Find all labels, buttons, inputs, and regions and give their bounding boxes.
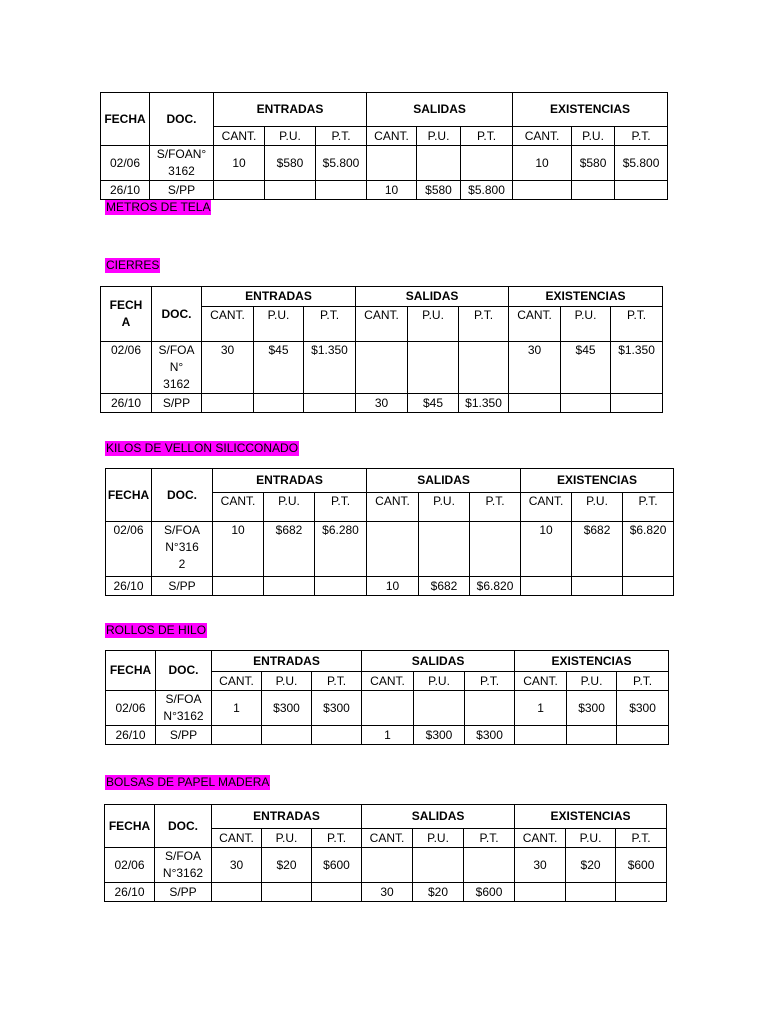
header-salidas: SALIDAS <box>362 651 515 672</box>
section-label: KILOS DE VELLON SILICCONADO <box>106 441 299 455</box>
header-cant: CANT. <box>513 127 572 146</box>
table-row <box>101 181 668 200</box>
header-pu: P.U. <box>264 493 315 522</box>
header-existencias: EXISTENCIAS <box>513 93 668 127</box>
cell-salidas-pt: $6.820 <box>470 577 521 596</box>
table-row <box>106 577 674 596</box>
cell-existencias-pt: $1.350 <box>611 342 663 394</box>
cell-existencias-pu <box>572 181 615 200</box>
cell-entradas-pu <box>264 577 315 596</box>
header-pt: P.T. <box>465 672 515 691</box>
header-pu: P.U. <box>262 829 312 848</box>
header-salidas: SALIDAS <box>362 805 515 829</box>
cell-entradas-cant: 1 <box>212 691 262 726</box>
header-pu: P.U. <box>413 829 464 848</box>
table-row <box>101 342 663 394</box>
cell-entradas-cant: 30 <box>212 848 262 883</box>
cell-existencias-pu: $300 <box>567 691 617 726</box>
header-pt: P.T. <box>464 829 515 848</box>
header-doc: DOC. <box>155 805 212 848</box>
header-entradas: ENTRADAS <box>213 469 367 493</box>
cell-existencias-pt <box>616 883 667 902</box>
header-pu: P.U. <box>419 493 470 522</box>
cell-salidas-pt: $300 <box>465 726 515 745</box>
cell-existencias-cant <box>515 726 567 745</box>
header-pu: P.U. <box>561 307 611 342</box>
inventory-table <box>104 804 667 902</box>
cell-salidas-cant <box>367 522 419 577</box>
header-cant: CANT. <box>515 829 566 848</box>
header-fecha: FECHA <box>106 651 156 691</box>
cell-entradas-pu: $300 <box>262 691 312 726</box>
cell-doc: S/FOA N°316 2 <box>152 522 213 577</box>
header-cant: CANT. <box>212 672 262 691</box>
cell-entradas-pt <box>316 181 367 200</box>
header-pu: P.U. <box>417 127 461 146</box>
cell-entradas-pu <box>254 394 304 413</box>
cell-doc: S/PP <box>150 181 214 200</box>
cell-existencias-pt <box>611 394 663 413</box>
cell-salidas-pt <box>461 146 513 181</box>
cell-entradas-cant <box>214 181 265 200</box>
header-doc: DOC. <box>150 93 214 146</box>
header-cant: CANT. <box>509 307 561 342</box>
header-entradas: ENTRADAS <box>202 287 356 307</box>
cell-existencias-pu: $45 <box>561 342 611 394</box>
cell-salidas-cant <box>356 342 408 394</box>
cell-fecha: 02/06 <box>106 691 156 726</box>
cell-salidas-pu <box>417 146 461 181</box>
cell-entradas-pt: $6.280 <box>315 522 367 577</box>
cell-existencias-cant: 10 <box>521 522 572 577</box>
cell-salidas-cant <box>367 146 417 181</box>
header-pt: P.T. <box>623 493 674 522</box>
cell-existencias-pu: $20 <box>566 848 616 883</box>
cell-fecha: 26/10 <box>101 181 150 200</box>
cell-fecha: 26/10 <box>101 394 152 413</box>
cell-salidas-cant: 10 <box>367 181 417 200</box>
cell-entradas-pt <box>304 394 356 413</box>
header-cant: CANT. <box>214 127 265 146</box>
cell-salidas-pu <box>408 342 459 394</box>
cell-salidas-pt <box>464 848 515 883</box>
cell-entradas-pt <box>312 726 362 745</box>
cell-fecha: 26/10 <box>106 726 156 745</box>
cell-fecha: 26/10 <box>105 883 155 902</box>
header-pt: P.T. <box>470 493 521 522</box>
table-row <box>106 691 669 726</box>
cell-doc: S/FOA N°3162 <box>156 691 212 726</box>
cell-existencias-pu: $580 <box>572 146 615 181</box>
header-pu: P.U. <box>567 672 617 691</box>
cell-doc: S/PP <box>156 726 212 745</box>
header-cant: CANT. <box>367 493 419 522</box>
cell-entradas-cant <box>212 726 262 745</box>
cell-entradas-pu: $580 <box>265 146 316 181</box>
header-entradas: ENTRADAS <box>212 651 362 672</box>
cell-entradas-pu: $682 <box>264 522 315 577</box>
section-label: CIERRES <box>106 258 160 272</box>
header-fecha: FECHA <box>105 805 155 848</box>
header-pt: P.T. <box>617 672 669 691</box>
header-cant: CANT. <box>212 829 262 848</box>
cell-entradas-cant <box>212 883 262 902</box>
header-pt: P.T. <box>611 307 663 342</box>
inventory-table <box>105 468 674 596</box>
header-fecha: FECHA <box>106 469 152 522</box>
header-pu: P.U. <box>254 307 304 342</box>
header-pt: P.T. <box>312 672 362 691</box>
section-label: METROS DE TELA <box>106 200 211 214</box>
cell-entradas-pt: $600 <box>312 848 362 883</box>
cell-salidas-cant <box>362 848 413 883</box>
cell-salidas-cant: 30 <box>356 394 408 413</box>
cell-fecha: 02/06 <box>105 848 155 883</box>
header-pt: P.T. <box>615 127 668 146</box>
cell-entradas-pu: $20 <box>262 848 312 883</box>
cell-fecha: 26/10 <box>106 577 152 596</box>
header-cant: CANT. <box>367 127 417 146</box>
cell-salidas-pt: $1.350 <box>459 394 509 413</box>
inventory-table <box>100 92 668 200</box>
cell-existencias-cant <box>513 181 572 200</box>
cell-entradas-pt <box>312 883 362 902</box>
cell-entradas-cant <box>213 577 264 596</box>
cell-existencias-pt: $600 <box>616 848 667 883</box>
inventory-table <box>105 650 669 745</box>
cell-existencias-pt: $6.820 <box>623 522 674 577</box>
cell-entradas-pu <box>262 883 312 902</box>
table-row <box>101 394 663 413</box>
cell-doc: S/PP <box>152 577 213 596</box>
inventory-table <box>100 286 663 413</box>
header-pu: P.U. <box>572 493 623 522</box>
header-cant: CANT. <box>202 307 254 342</box>
cell-existencias-cant <box>509 394 561 413</box>
header-existencias: EXISTENCIAS <box>521 469 674 493</box>
header-pt: P.T. <box>315 493 367 522</box>
cell-fecha: 02/06 <box>106 522 152 577</box>
cell-fecha: 02/06 <box>101 146 150 181</box>
header-entradas: ENTRADAS <box>214 93 367 127</box>
cell-salidas-pt: $5.800 <box>461 181 513 200</box>
cell-existencias-pt: $300 <box>617 691 669 726</box>
header-pt: P.T. <box>316 127 367 146</box>
cell-existencias-cant: 30 <box>509 342 561 394</box>
cell-salidas-pu: $300 <box>414 726 465 745</box>
cell-salidas-cant: 1 <box>362 726 414 745</box>
header-cant: CANT. <box>356 307 408 342</box>
cell-entradas-pt <box>315 577 367 596</box>
header-existencias: EXISTENCIAS <box>515 651 669 672</box>
table-row <box>105 848 667 883</box>
section-label: ROLLOS DE HILO <box>106 623 207 637</box>
cell-doc: S/PP <box>155 883 212 902</box>
cell-salidas-pu <box>414 691 465 726</box>
cell-doc: S/FOA N°3162 <box>155 848 212 883</box>
cell-doc: S/PP <box>152 394 202 413</box>
table-row <box>106 726 669 745</box>
header-pu: P.U. <box>572 127 615 146</box>
cell-entradas-pu <box>265 181 316 200</box>
header-pu: P.U. <box>414 672 465 691</box>
cell-entradas-pu: $45 <box>254 342 304 394</box>
cell-entradas-cant <box>202 394 254 413</box>
table-row <box>106 522 674 577</box>
header-cant: CANT. <box>362 672 414 691</box>
section-label: BOLSAS DE PAPEL MADERA <box>106 775 270 789</box>
cell-fecha: 02/06 <box>101 342 152 394</box>
cell-existencias-cant <box>521 577 572 596</box>
header-pu: P.U. <box>566 829 616 848</box>
table-row <box>105 883 667 902</box>
cell-doc: S/FOA N° 3162 <box>152 342 202 394</box>
header-cant: CANT. <box>213 493 264 522</box>
cell-existencias-pu <box>561 394 611 413</box>
cell-salidas-pt <box>470 522 521 577</box>
table-row <box>101 146 668 181</box>
cell-entradas-cant: 30 <box>202 342 254 394</box>
header-salidas: SALIDAS <box>367 93 513 127</box>
cell-existencias-pt: $5.800 <box>615 146 668 181</box>
header-pu: P.U. <box>265 127 316 146</box>
cell-existencias-pt <box>615 181 668 200</box>
cell-entradas-cant: 10 <box>214 146 265 181</box>
header-pt: P.T. <box>459 307 509 342</box>
header-doc: DOC. <box>156 651 212 691</box>
cell-entradas-cant: 10 <box>213 522 264 577</box>
header-doc: DOC. <box>152 287 202 342</box>
cell-existencias-cant <box>515 883 566 902</box>
cell-existencias-pu: $682 <box>572 522 623 577</box>
header-pt: P.T. <box>312 829 362 848</box>
cell-salidas-pt <box>459 342 509 394</box>
header-salidas: SALIDAS <box>367 469 521 493</box>
cell-existencias-cant: 30 <box>515 848 566 883</box>
cell-salidas-cant: 30 <box>362 883 413 902</box>
header-pt: P.T. <box>304 307 356 342</box>
cell-entradas-pt: $1.350 <box>304 342 356 394</box>
header-salidas: SALIDAS <box>356 287 509 307</box>
cell-salidas-pu: $580 <box>417 181 461 200</box>
header-pu: P.U. <box>262 672 312 691</box>
header-cant: CANT. <box>362 829 413 848</box>
header-entradas: ENTRADAS <box>212 805 362 829</box>
cell-existencias-pt <box>623 577 674 596</box>
cell-doc: S/FOAN° 3162 <box>150 146 214 181</box>
cell-salidas-pu <box>413 848 464 883</box>
header-doc: DOC. <box>152 469 213 522</box>
header-cant: CANT. <box>521 493 572 522</box>
cell-existencias-pt <box>617 726 669 745</box>
cell-existencias-cant: 10 <box>513 146 572 181</box>
cell-salidas-cant <box>362 691 414 726</box>
cell-salidas-pu: $45 <box>408 394 459 413</box>
cell-existencias-pu <box>566 883 616 902</box>
header-pt: P.T. <box>616 829 667 848</box>
cell-existencias-pu <box>567 726 617 745</box>
header-pu: P.U. <box>408 307 459 342</box>
cell-salidas-pt <box>465 691 515 726</box>
cell-salidas-pu: $682 <box>419 577 470 596</box>
cell-existencias-pu <box>572 577 623 596</box>
cell-existencias-cant: 1 <box>515 691 567 726</box>
header-fecha: FECH A <box>101 287 152 342</box>
header-pt: P.T. <box>461 127 513 146</box>
cell-salidas-pu: $20 <box>413 883 464 902</box>
cell-entradas-pt: $300 <box>312 691 362 726</box>
header-cant: CANT. <box>515 672 567 691</box>
header-existencias: EXISTENCIAS <box>509 287 663 307</box>
cell-entradas-pu <box>262 726 312 745</box>
cell-salidas-pu <box>419 522 470 577</box>
cell-entradas-pt: $5.800 <box>316 146 367 181</box>
header-fecha: FECHA <box>101 93 150 146</box>
cell-salidas-cant: 10 <box>367 577 419 596</box>
header-existencias: EXISTENCIAS <box>515 805 667 829</box>
cell-salidas-pt: $600 <box>464 883 515 902</box>
